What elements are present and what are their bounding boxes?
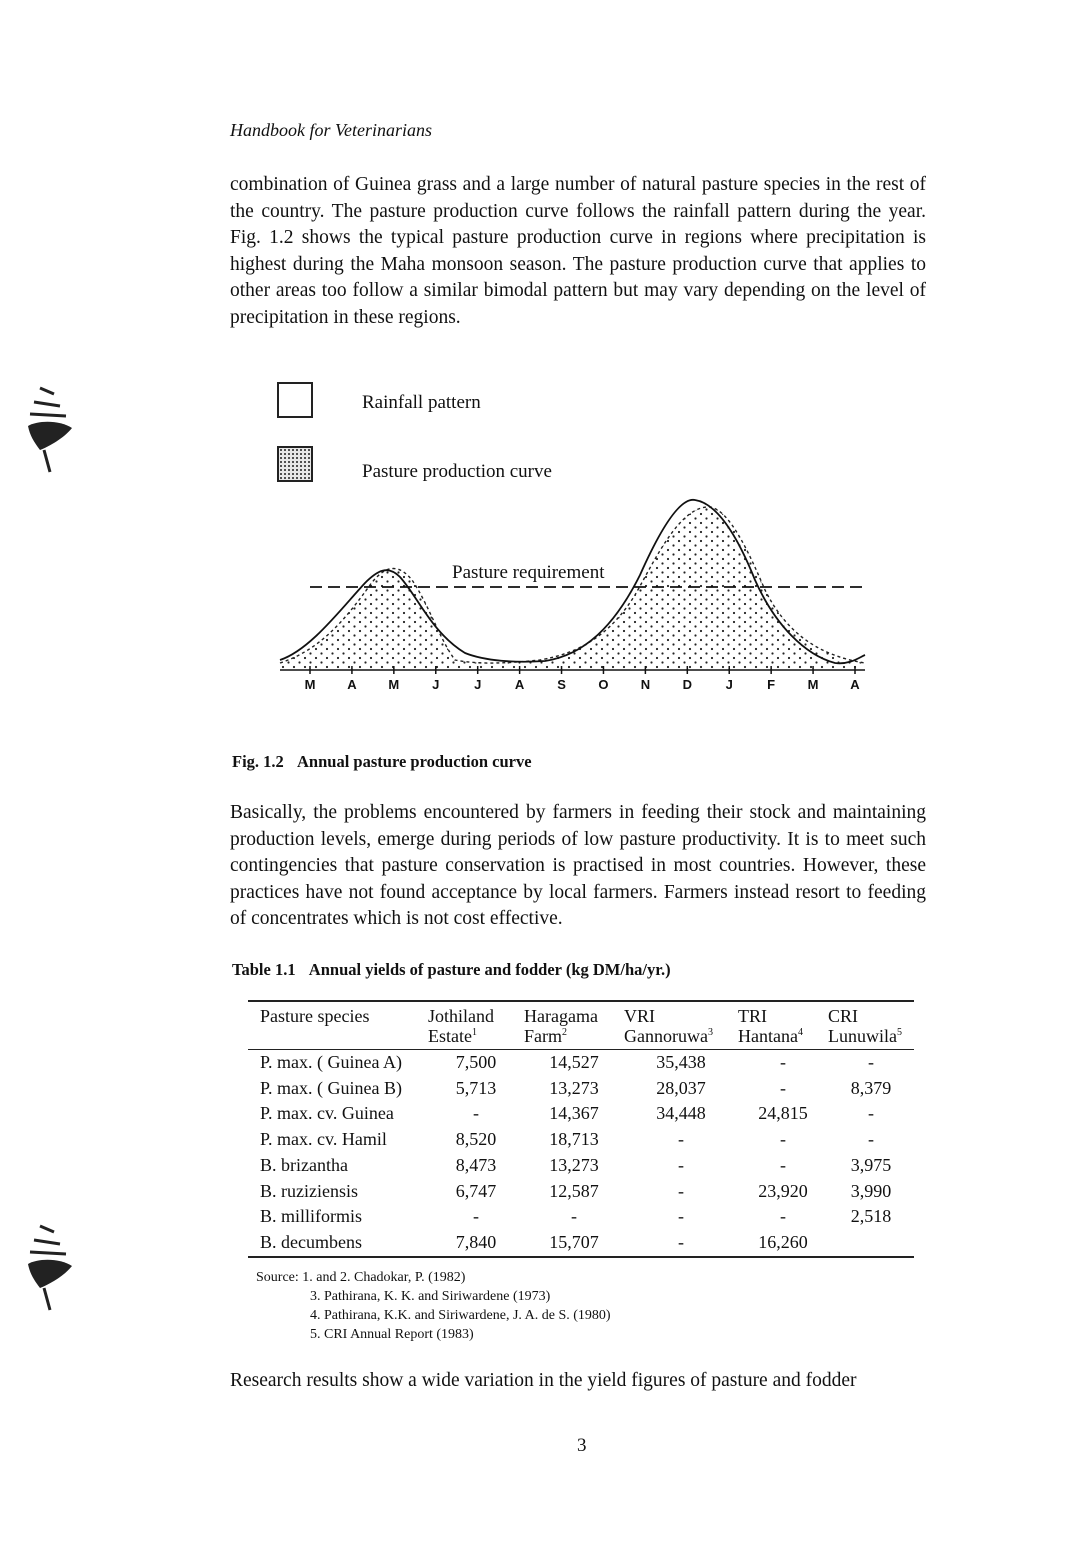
header-line1: VRI [624,1006,655,1026]
table-row [248,1076,914,1102]
table-row [248,1127,914,1153]
table-row [248,1204,914,1230]
yield-cell: 8,473 [455,1154,497,1175]
paragraph-problems: Basically, the problems encountered by farmers in feeding their stock and maintaining production levels, emerge during periods of low pasture productivity. It is to meet such contingencies that pasture conservation is practised in most countries. However, these practices have not found acceptance by local farmers. Farmers instead resort to feeding of concentrates which is not cost effective. [230,802,926,929]
month-label: A [850,677,860,690]
table-caption [232,960,671,980]
yield-cell: 6,747 [455,1180,497,1201]
header-line1: CRI [828,1006,859,1026]
month-label: J [474,677,482,690]
species-cell: P. max. ( Guinea B) [260,1077,402,1098]
yield-cell: 13,273 [549,1154,599,1175]
margin-ornament-icon [20,380,80,475]
source-line: 5. CRI Annual Report (1983) [310,1327,474,1342]
table-row [248,1050,914,1076]
yield-cell: - [868,1103,874,1124]
yield-cell: - [678,1180,684,1201]
table-header-row [248,1001,914,1050]
yield-cell: 28,037 [656,1077,706,1098]
header-line1: Pasture species [260,1006,370,1026]
header-line1: TRI [738,1006,767,1026]
yield-cell: - [473,1206,479,1227]
yield-cell: 15,707 [549,1231,599,1252]
paragraph-intro: combination of Guinea grass and a large number of natural pasture species in the rest of the country. The pasture production curve follows the rainfall pattern during the year. Fig. 1.2 shows the typical pasture production curve in regions where precipitation is highest during the Maha monsoon season. The pasture production curve that applies to other areas too follow a similar bimodal pattern but may vary depending on the level of precipitation in these regions. [230,174,926,328]
yield-cell: - [678,1154,684,1175]
yield-cell: 8,379 [850,1077,892,1098]
table-row [248,1153,914,1179]
yield-cell: 34,448 [656,1103,706,1124]
yield-cell: - [780,1052,786,1072]
margin-ornament-icon [20,1218,80,1313]
source-line: 3. Pathirana, K. K. and Siriwardene (1973) [310,1289,551,1304]
header-vri [624,1001,738,1050]
month-label: D [682,677,693,690]
yield-cell: - [678,1129,684,1150]
header-line2: Estate [428,1026,472,1046]
month-label: S [557,677,566,690]
footnote-marker: 4 [797,1027,803,1038]
species-cell: P. max. cv. Hamil [260,1129,387,1150]
yield-cell: 23,920 [758,1180,808,1201]
pasture-production-figure [270,485,870,690]
yield-cell: - [678,1231,684,1252]
yield-cell: 18,713 [549,1129,599,1150]
header-pasture-species [248,1001,428,1050]
figure-caption-text: Annual pasture production curve [297,752,532,771]
month-label: M [807,677,819,690]
species-cell: B. milliformis [260,1206,363,1227]
header-jothiland [428,1001,524,1050]
species-cell: B. decumbens [260,1231,362,1252]
yield-cell: 7,500 [455,1052,497,1072]
header-line2: Farm [524,1026,562,1046]
yield-cell: - [868,1052,874,1072]
table-caption-text: Annual yields of pasture and fodder (kg DM/ha/yr.) [308,960,671,979]
yield-cell: - [473,1103,479,1124]
table-row [248,1179,914,1205]
yield-cell: - [571,1206,577,1227]
yield-cell [828,1230,914,1257]
month-label: J [725,677,733,690]
footnote-marker: 5 [897,1027,902,1038]
yield-cell: - [780,1206,786,1227]
yield-cell: - [780,1129,786,1150]
header-tri [738,1001,828,1050]
month-label: A [347,677,357,690]
header-line2: Lunuwila [828,1026,897,1046]
table-body [248,1050,914,1257]
yield-cell: 12,587 [549,1180,599,1201]
month-label: M [388,677,400,690]
pasture-production-area [280,507,865,670]
footnote-marker: 3 [707,1027,713,1038]
table-row [248,1101,914,1127]
rainfall-legend-swatch [277,382,313,418]
species-cell: P. max. ( Guinea A) [260,1052,402,1072]
month-label-group [305,677,861,690]
yield-cell: - [678,1206,684,1227]
pasture-requirement-label: Pasture requirement [452,562,605,583]
month-label: N [640,677,651,690]
figure-number: Fig. 1.2 [232,752,284,771]
yield-cell: 35,438 [656,1052,706,1072]
header-line1: Jothiland [428,1006,494,1026]
yields-table [248,1000,914,1258]
header-haragama [524,1001,624,1050]
yield-cell: - [868,1129,874,1150]
page-number: 3 [577,1435,587,1456]
source-line: 4. Pathirana, K.K. and Siriwardene, J. A. de S. (1980) [310,1308,611,1323]
yield-cell: 16,260 [758,1231,808,1252]
yield-cell: - [780,1077,786,1098]
yield-cell: 5,713 [455,1077,497,1098]
yield-cell: 24,815 [758,1103,808,1124]
rainfall-legend-label: Rainfall pattern [362,392,481,413]
header-line2: Gannoruwa [624,1026,708,1046]
yield-cell: 14,527 [549,1052,599,1072]
month-label: F [767,677,776,690]
footnote-marker: 2 [562,1027,567,1038]
yield-cell: 8,520 [455,1129,497,1150]
header-line1: Haragama [524,1006,598,1026]
figure-caption [232,752,532,772]
species-cell: P. max. cv. Guinea [260,1103,394,1124]
yield-cell: 2,518 [850,1206,892,1227]
header-line2: Hantana [738,1026,798,1046]
yield-cell: 13,273 [549,1077,599,1098]
species-cell: B. ruziziensis [260,1180,358,1201]
month-label: M [304,677,316,690]
pasture-legend-swatch [277,446,313,482]
yield-cell: 3,990 [850,1180,892,1201]
yield-cell: 14,367 [549,1103,599,1124]
footnote-marker: 1 [471,1027,477,1038]
source-line: Source: 1. and 2. Chadokar, P. (1982) [256,1270,466,1285]
paragraph-research: Research results show a wide variation in the yield figures of pasture and fodder [230,1370,857,1391]
yield-cell: 3,975 [850,1154,892,1175]
month-label: O [598,677,609,690]
running-header: Handbook for Veterinarians [230,120,432,140]
table-sources [256,1268,611,1344]
header-cri [828,1001,914,1050]
yield-cell: 7,840 [455,1231,497,1252]
month-label: A [514,677,525,690]
yield-cell: - [780,1154,786,1175]
species-cell: B. brizantha [260,1154,348,1175]
table-number: Table 1.1 [232,960,296,979]
month-label: J [432,677,440,690]
pasture-legend-label: Pasture production curve [362,461,552,482]
table-row [248,1230,914,1257]
